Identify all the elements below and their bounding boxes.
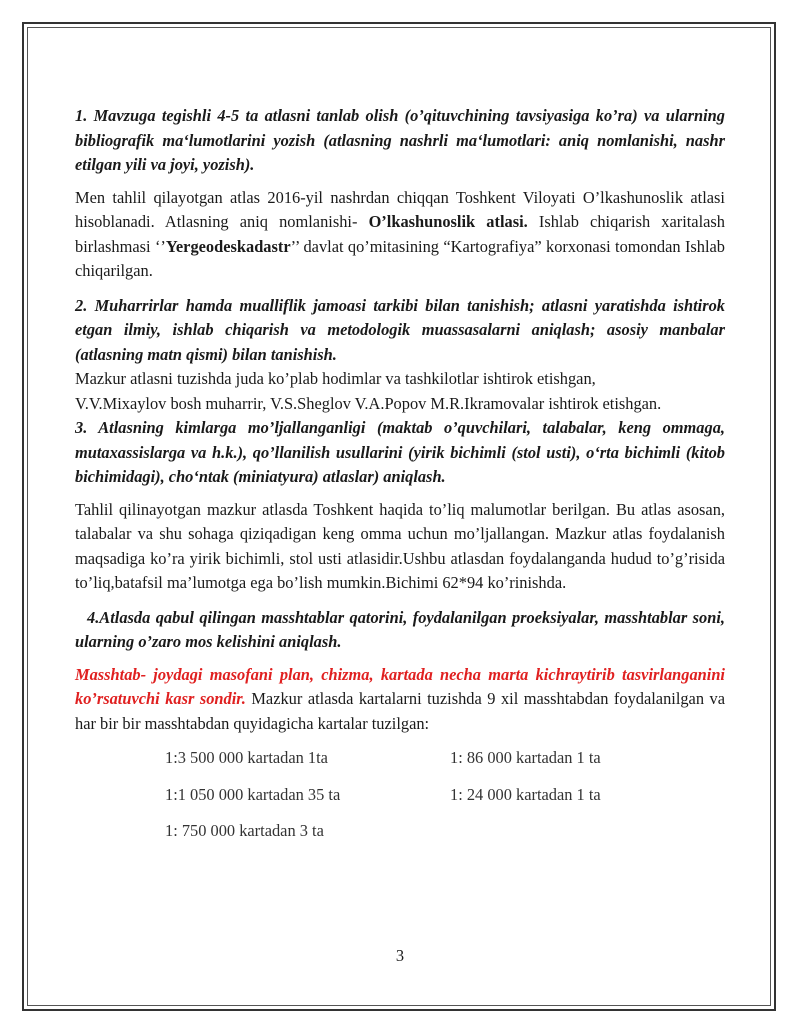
section-1-text-b: Ishlab chiqarish xaritalash birlashmasi ‘’ — [75, 212, 725, 256]
section-4-paragraph — [75, 663, 725, 737]
section-1-heading: 1. Mavzuga tegishli 4-5 ta atlasni tanlab olish (o’qituvchining tavsiyasiga ko’ra) va ularning bibliografik ma‘lumotlarini yozish (atlasning nashrli ma‘lumotlari: aniq nomlanishi, nashr etilgan yili va joyi, yozish). — [75, 106, 725, 174]
section-2-line-2: V.V.Mixaylov bosh muharrir, V.S.Sheglov V.A.Popov M.R.Ikramovalar ishtirok etishgan. — [75, 393, 662, 413]
scale-item: 1: 24 000 kartadan 1 ta — [450, 784, 601, 804]
section-1-paragraph — [75, 186, 725, 284]
section-4-text: Mazkur atlasda kartalarni tuzishda 9 xil masshtabdan foydalanilgan va har bir bir masshtabdan quyidagicha kartalar tuzilgan: — [75, 689, 726, 733]
atlas-name: O’lkashunoslik atlasi. — [368, 212, 528, 231]
section-1-text-c: ’’ davlat qo’mitasining “Kartografiya” korxonasi tomondan Ishlab chiqarilgan. — [75, 236, 726, 280]
scale-list — [165, 746, 685, 844]
section-3-heading: 3. Atlasning kimlarga mo’ljallanganligi (maktab o’quvchilari, talabalar, keng ommaga, mutaxassislarga va h.k.), qo’llanilish usullarini (yirik bichimli (stol usti), o‘rta bichimli (kitob bichimidagi), cho‘ntak (miniatyura) atlaslar) aniqlash. — [75, 418, 725, 486]
scale-item: 1: 750 000 kartadan 3 ta — [165, 821, 324, 840]
page-number: 3 — [395, 946, 405, 965]
scale-definition: Masshtab- joydagi masofani plan, chizma, kartada necha marta kichraytirib tasvirlanganini ko’rsatuvchi kasr sondir. — [75, 664, 725, 708]
scale-item: 1: 86 000 kartadan 1 ta — [450, 748, 601, 767]
section-3-paragraph: Tahlil qilinayotgan mazkur atlasda Toshkent haqida to’liq malumotlar berilgan. Bu atlas asosan, talabalar va shu sohaga qiziqadigan keng omma uchun mo’ljallangan. Mazkur atlas foydalanish maqsadiga ko’ra yirik bichimli, stol usti atlasidir.Ushbu atlasdan foydalanganda hudud to’g’risida to’liq,batafsil ma’lumotga ega bo’lish mumkin.Bichimi 62*94 ko’rinishda. — [75, 499, 725, 592]
scale-item: 1:1 050 000 kartadan 35 ta — [165, 784, 341, 804]
section-1-text-a: Men tahlil qilayotgan atlas 2016-yil nashrdan chiqqan Toshkent Viloyati O’lkashunoslik atlasi hisoblanadi. Atlasning aniq nomlanishi- — [75, 187, 725, 231]
section-4-heading: 4.Atlasda qabul qilingan masshtablar qatorini, foydalanilgan proeksiyalar, masshtablar soni, ularning o’zaro mos kelishini aniqlash. — [75, 607, 725, 651]
document-body — [75, 104, 725, 844]
section-2-heading: 2. Muharrirlar hamda mualliflik jamoasi tarkibi bilan tanishish; atlasni yaratishda ishtirok etgan ilmiy, ishlab chiqarish va metodologik muassasalarni aniqlash; asosiy manbalar (atlasning matn qismi) bilan tanishish. — [75, 295, 725, 364]
section-2-line-1: Mazkur atlasni tuzishda juda ko’plab hodimlar va tashkilotlar ishtirok etishgan, — [75, 369, 596, 388]
organization-name: Yergeodeskadastr — [165, 236, 291, 256]
scale-item: 1:3 500 000 kartadan 1ta — [165, 748, 328, 767]
